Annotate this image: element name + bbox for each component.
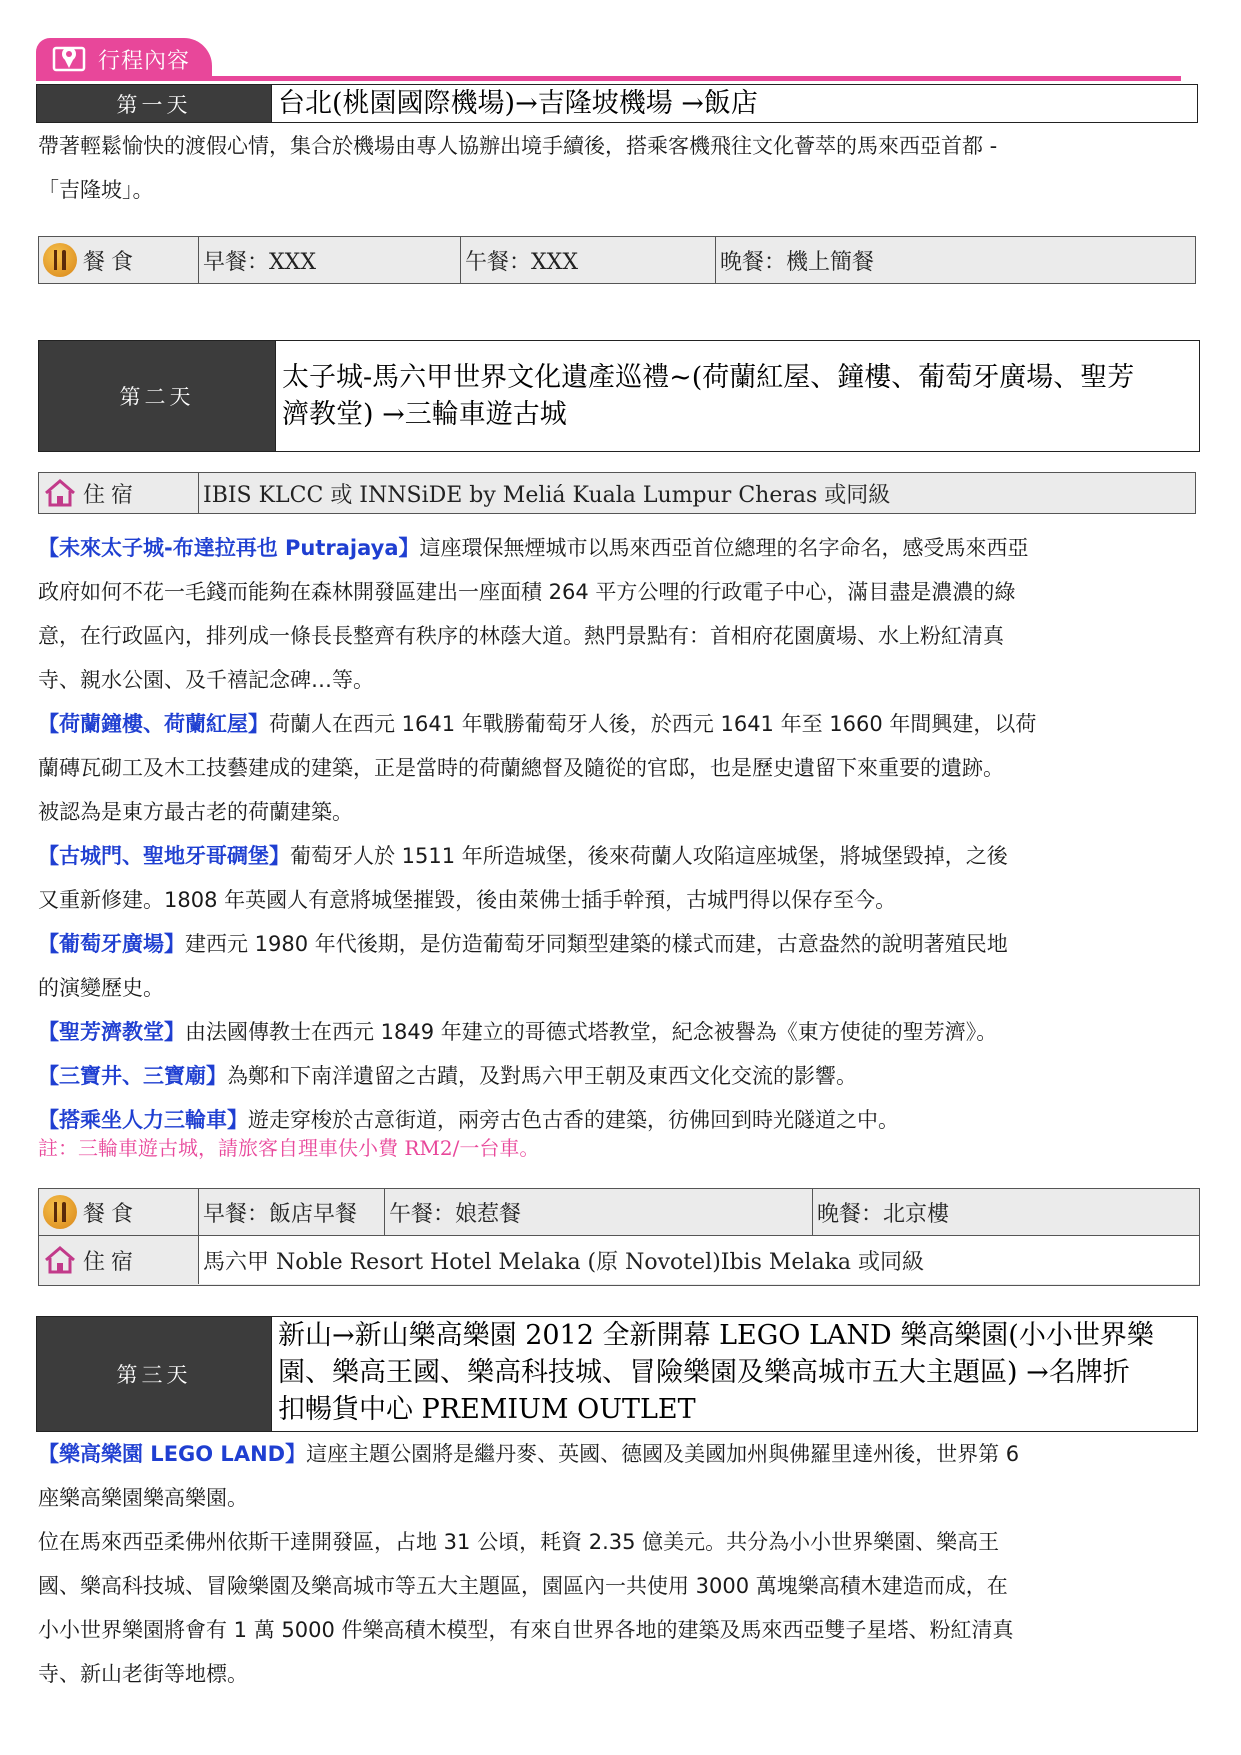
stay-label-cell: 住宿 bbox=[39, 1236, 199, 1284]
day3-legoland: 【樂高樂園 LEGO LAND】這座主題公園將是繼丹麥、英國、德國及美國加州與佛羅里達州後，世界第 6 座樂高樂園樂高樂園。 位在馬來西亞柔佛州依斯干達開發區，占地 31 公頃，耗資 2.35 億美元。共分為小小世界樂園、樂高王 國、樂高科技城、冒險樂園及樂高城市等五大主題區，園區內一共使用 3000 萬塊樂高積木建造而成，在 小小世界樂園將會有 1 萬 5000 件樂高積木模型，有來自世界各地的建築及馬來西亞雙子星塔、粉紅清真 寺、新山老街等地標。 bbox=[38, 1442, 1020, 1686]
day2-attractions: 【未來太子城-布達拉再也 Putrajaya】這座環保無煙城市以馬來西亞首位總理的名字命名，感受馬來西亞 政府如何不花一毛錢而能夠在森林開發區建出一座面積 264 平方公哩的行政電子中心，滿目盡是濃濃的綠 意，在行政區內，排列成一條長長整齊有秩序的林蔭大道。熱門景點有：首相府花園廣場、水上粉紅清真 寺、親水公園、及千禧記念碑…等。 【荷蘭鐘樓、荷蘭紅屋】荷蘭人在西元 1641 年戰勝葡萄牙人後，於西元 1641 年至 1660 年間興建，以荷 蘭磚瓦砌工及木工技藝建成的建築，正是當時的荷蘭總督及隨從的官邸，也是歷史遺留下來重要的遺跡。 被認為是東方最古老的荷蘭建築。 【古城門、聖地牙哥碉堡】葡萄牙人於 1511 年所造城堡，後來荷蘭人攻陷這座城堡，將城堡毀掉，之後 又重新修建。1808 年英國人有意將城堡摧毀，後由萊佛士插手幹預，古城門得以保存至今。 【葡萄牙廣場】建西元 1980 年代後期，是仿造葡萄牙同類型建築的樣式而建，古意盎然的說明著殖民地 的演變歷史。 【聖芳濟教堂】由法國傳教士在西元 1849 年建立的哥德式塔教堂，紀念被譽為《東方使徒的聖芳濟》。 【三寶井、三寶廟】為鄭和下南洋遺留之古蹟，及對馬六甲王朝及東西文化交流的影響。 【搭乘坐人力三輪車】遊走穿梭於古意街道，兩旁古色古香的建築，彷佛回到時光隧道之中。 bbox=[38, 536, 1037, 1132]
day1-breakfast: 早餐：XXX bbox=[199, 237, 461, 283]
day1-label: 第一天 bbox=[37, 85, 271, 122]
stay-label-cell: 住宿 bbox=[39, 473, 199, 513]
section-title: 行程內容 bbox=[98, 49, 191, 74]
day1-header bbox=[36, 84, 1198, 123]
day1-dinner: 晚餐：機上簡餐 bbox=[720, 249, 875, 275]
day2-lunch: 午餐：娘惹餐 bbox=[385, 1189, 813, 1235]
day2-hotel-melaka: 馬六甲 Noble Resort Hotel Melaka (原 Novotel)Ibis Melaka 或同級 bbox=[199, 1236, 1199, 1284]
meal-label-cell: 餐食 bbox=[39, 237, 199, 283]
section-divider bbox=[36, 76, 1181, 81]
day2-stay-table bbox=[38, 472, 1196, 514]
day2-title: 太子城-馬六甲世界文化遺產巡禮~(荷蘭紅屋、鐘樓、葡萄牙廣場、聖芳 濟教堂) →三輪車遊古城 bbox=[275, 341, 1199, 451]
day1-title: 台北(桃園國際機場)→吉隆坡機場 →飯店 bbox=[271, 85, 1197, 122]
day2-hotel-kl: IBIS KLCC 或 INNSiDE by Meliá Kuala Lumpur Cheras 或同級 bbox=[203, 482, 891, 508]
day2-dinner: 晚餐：北京樓 bbox=[817, 1201, 950, 1227]
day2-header bbox=[38, 340, 1200, 452]
day3-header bbox=[36, 1316, 1198, 1432]
house-icon bbox=[43, 1245, 77, 1275]
day1-meal-table bbox=[38, 236, 1196, 284]
day1-lunch: 午餐：XXX bbox=[461, 237, 716, 283]
house-icon bbox=[43, 478, 77, 508]
day3-title: 新山→新山樂高樂園 2012 全新開幕 LEGO LAND 樂高樂園(小小世界樂 園、樂高王國、樂高科技城、冒險樂園及樂高城市五大主題區) →名牌折 扣暢貨中心 PREMIUM OUTLET bbox=[271, 1317, 1197, 1431]
day2-meal-stay-table bbox=[38, 1188, 1200, 1286]
day2-label: 第二天 bbox=[39, 341, 275, 451]
day1-description: 帶著輕鬆愉快的渡假心情，集合於機場由專人協辦出境手續後，搭乘客機飛往文化薈萃的馬來西亞首都 - 「吉隆坡」。 bbox=[38, 134, 998, 202]
day2-note: 註：三輪車遊古城，請旅客自理車伕小費 RM2/一台車。 bbox=[38, 1136, 540, 1160]
utensils-icon bbox=[43, 1195, 77, 1229]
day3-label: 第三天 bbox=[37, 1317, 271, 1431]
day2-breakfast: 早餐：飯店早餐 bbox=[199, 1189, 385, 1235]
meal-label-cell: 餐食 bbox=[39, 1189, 199, 1235]
map-pin-icon bbox=[52, 42, 88, 74]
utensils-icon bbox=[43, 243, 77, 277]
